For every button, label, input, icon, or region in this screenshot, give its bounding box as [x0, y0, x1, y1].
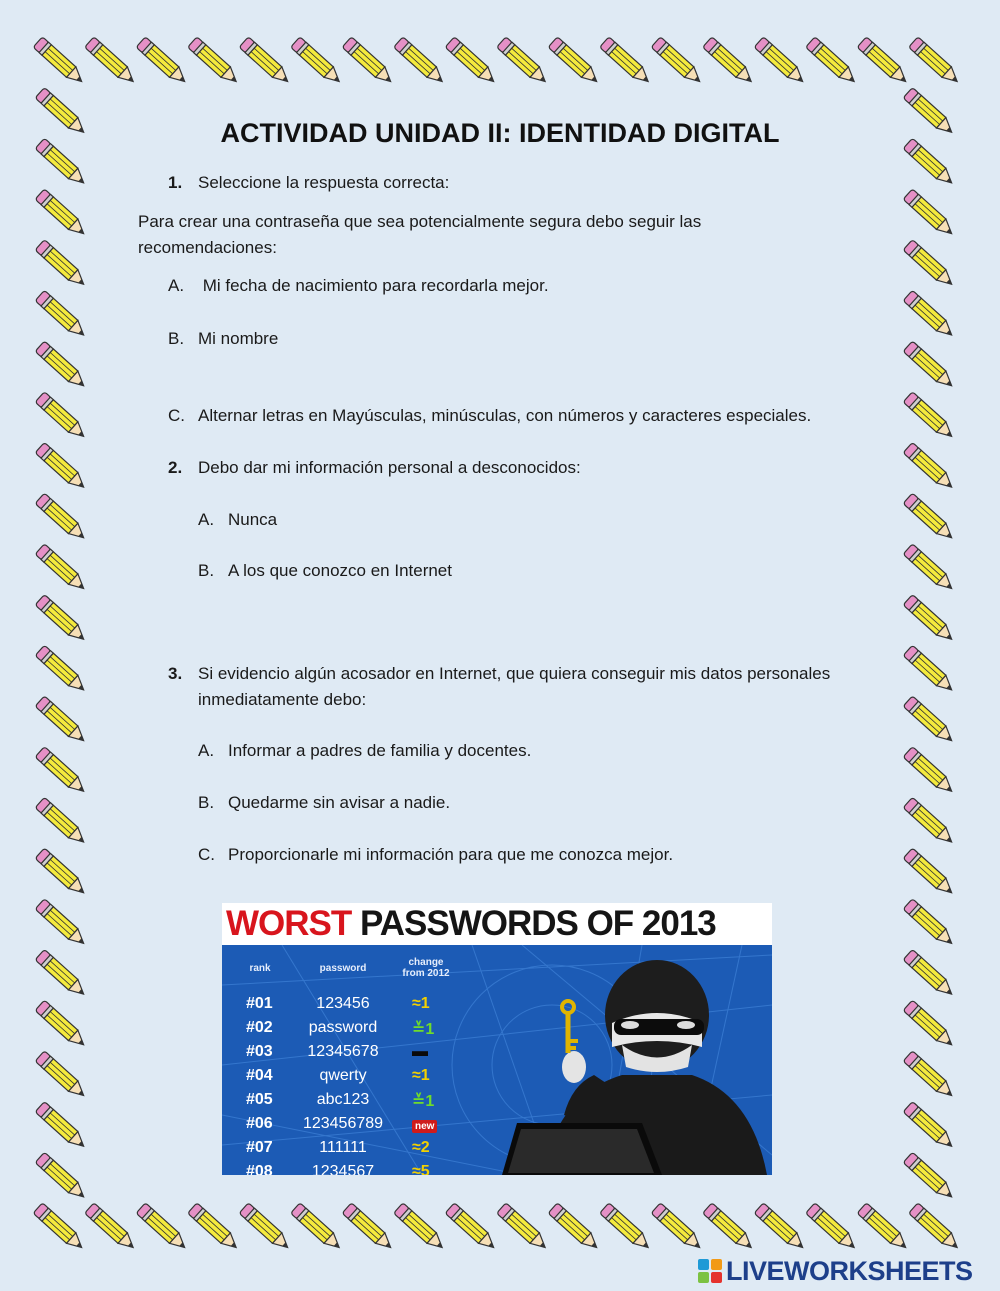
column-header-change: [394, 957, 458, 979]
question-2-option-b[interactable]: [198, 558, 452, 584]
password-row: [222, 1043, 482, 1067]
logo-squares-icon: [698, 1259, 722, 1283]
question-3-option-b[interactable]: [198, 790, 450, 816]
key-icon: [562, 1001, 578, 1053]
logo-text: LIVEWORKSHEETS: [726, 1255, 973, 1286]
question-3-prompt-line-2: inmediatamente debo:: [198, 690, 367, 709]
rank-cell: #05: [246, 1091, 273, 1108]
question-1-option-a[interactable]: [168, 273, 549, 299]
password-row: [222, 1091, 482, 1115]
password-panel: [222, 945, 772, 1175]
option-text: Quedarme sin avisar a nadie.: [228, 793, 451, 812]
rank-cell: #03: [246, 1043, 273, 1060]
question-1-number: 1.: [168, 173, 183, 192]
question-1: [168, 170, 449, 196]
option-text: A los que conozco en Internet: [228, 561, 452, 580]
change-header-line-1: change: [408, 957, 444, 968]
option-letter: B.: [198, 561, 215, 580]
liveworksheets-logo: [698, 1256, 973, 1286]
option-letter: B.: [168, 329, 185, 348]
change-cell: new: [412, 1120, 437, 1133]
password-row: [222, 1019, 482, 1043]
question-2-number: 2.: [168, 458, 183, 477]
rank-cell: #02: [246, 1019, 273, 1036]
hacker-illustration: [502, 945, 772, 1175]
password-row: [222, 1163, 482, 1175]
option-letter: A.: [198, 510, 215, 529]
option-text: Alternar letras en Mayúsculas, minúsculas, con números y caracteres especiales.: [198, 406, 812, 425]
question-1-option-b[interactable]: [168, 326, 278, 352]
worst-passwords-image: [222, 903, 772, 1175]
change-cell: ≈5: [412, 1163, 430, 1175]
question-3-option-c[interactable]: [198, 842, 673, 868]
change-cell: ≈1: [412, 995, 430, 1012]
password-row: [222, 995, 482, 1019]
password-row: [222, 1115, 482, 1139]
question-3-prompt-line-1: Si evidencio algún acosador en Internet, que quiera conseguir mis datos personales: [198, 664, 831, 683]
logo-square: [698, 1272, 709, 1283]
password-cell: 12345678: [307, 1043, 379, 1060]
rank-cell: #06: [246, 1115, 273, 1132]
change-cell: ≚1: [412, 1093, 435, 1110]
question-2-option-a[interactable]: [198, 507, 277, 533]
question-1-intro-line-1: Para crear una contraseña que sea potencialmente segura debo seguir las: [138, 212, 702, 231]
change-cell: ▬: [412, 1043, 428, 1060]
password-cell: 111111: [319, 1139, 367, 1156]
option-letter: C.: [168, 406, 185, 425]
option-text: Mi nombre: [198, 329, 279, 348]
option-text: Proporcionarle mi información para que me conozca mejor.: [228, 845, 674, 864]
question-2: [168, 455, 581, 481]
column-header-rank: rank: [249, 963, 271, 974]
password-cell: 123456: [316, 995, 370, 1012]
password-row: [222, 1067, 482, 1091]
logo-square: [711, 1259, 722, 1270]
option-letter: A.: [198, 741, 215, 760]
password-cell: qwerty: [319, 1067, 367, 1084]
change-cell: ≚1: [412, 1021, 435, 1038]
image-title: [222, 903, 772, 945]
password-row: [222, 1139, 482, 1163]
password-cell: password: [308, 1019, 378, 1036]
option-text: Nunca: [228, 510, 278, 529]
change-cell: ≈2: [412, 1139, 430, 1156]
rank-cell: #01: [246, 995, 273, 1012]
option-text: Mi fecha de nacimiento para recordarla mejor.: [198, 276, 549, 295]
question-3-number: 3.: [168, 664, 183, 683]
image-title-black: PASSWORDS OF 2013: [351, 904, 716, 943]
rank-cell: #08: [246, 1163, 273, 1175]
password-cell: 1234567: [311, 1163, 375, 1175]
question-1-option-c[interactable]: [168, 403, 811, 429]
option-letter: C.: [198, 845, 215, 864]
rank-cell: #04: [246, 1067, 273, 1084]
change-cell: ≈1: [412, 1067, 430, 1084]
option-letter: B.: [198, 793, 215, 812]
question-3-option-a[interactable]: [198, 738, 531, 764]
option-letter: A.: [168, 276, 185, 295]
logo-square: [711, 1272, 722, 1283]
password-cell: abc123: [316, 1091, 370, 1108]
page-title: ACTIVIDAD UNIDAD II: IDENTIDAD DIGITAL: [220, 118, 780, 148]
rank-cell: #07: [246, 1139, 273, 1156]
question-1-prompt: Seleccione la respuesta correcta:: [198, 173, 450, 192]
logo-square: [698, 1259, 709, 1270]
option-text: Informar a padres de familia y docentes.: [228, 741, 532, 760]
question-2-prompt: Debo dar mi información personal a desconocidos:: [198, 458, 581, 477]
change-header-line-2: from 2012: [402, 968, 450, 979]
question-1-intro-line-2: recomendaciones:: [138, 238, 277, 257]
password-cell: 123456789: [302, 1115, 384, 1132]
question-3: [168, 661, 830, 713]
column-header-password: password: [319, 963, 367, 974]
image-title-red: WORST: [226, 904, 352, 943]
